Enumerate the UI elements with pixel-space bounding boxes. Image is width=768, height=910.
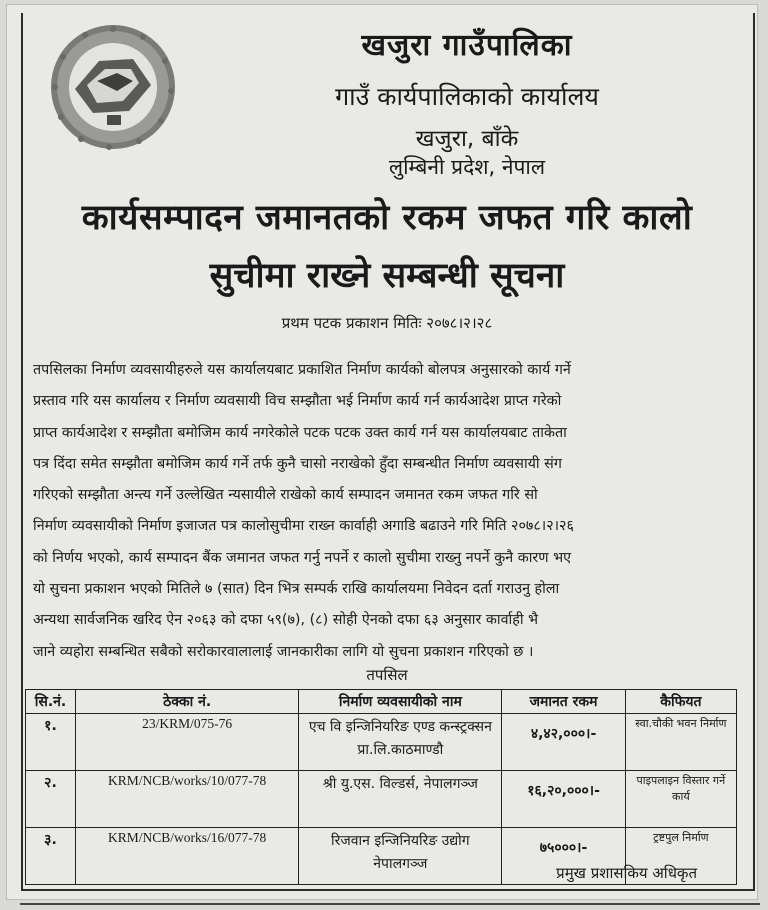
body-line: पत्र दिंदा समेत सम्झौता बमोजिम कार्य गर्ने तर्फ कुनै चासो नराखेको हुँदा सम्बन्धीत निर्माण व्यवसायी संग [33, 455, 562, 472]
cell-contract-no: KRM/NCB/works/10/077-78 [75, 771, 298, 828]
body-line: प्रस्ताव गरि यस कार्यालय र निर्माण व्यवसायी विच सम्झौता भई निर्माण कार्य गर्न कार्यआदेश प्राप्त गरेको [33, 393, 562, 410]
col-header-contractor-name: निर्माण व्यवसायीको नाम [299, 690, 502, 714]
cell-remarks: ट्रष्टपुल निर्माण [625, 828, 736, 885]
cell-contractor-name: श्री यु.एस. विल्डर्स, नेपालगञ्ज [299, 771, 502, 828]
cell-sn: १. [26, 714, 76, 771]
cell-amount: ७५०००।- [502, 828, 625, 885]
contractor-table [25, 689, 737, 885]
cell-contractor-name: एच वि इन्जिनियरिङ एण्ड कन्स्ट्रक्सन प्रा.लि.काठमाण्डौ [299, 714, 502, 771]
table-row [26, 771, 737, 828]
notice-title-line-1: कार्यसम्पादन जमानतको रकम जफत गरि कालो [81, 198, 693, 238]
body-line: गरिएको सम्झौता अन्त्य गर्ने उल्लेखित न्यसायीले राखेको कार्य सम्पादन जमानत रकम जफत गरि सो [33, 487, 538, 504]
body-line: यो सुचना प्रकाशन भएको मितिले ७ (सात) दिन भित्र सम्पर्क राखि कार्यालयमा निवेदन दर्ता गराउनु होला [33, 581, 560, 598]
signatory-title: प्रमुख प्रशासकिय अधिकृत [556, 864, 697, 882]
cell-contract-no: 23/KRM/075-76 [75, 714, 298, 771]
cell-amount: ४,४२,०००।- [502, 714, 625, 771]
body-line: प्राप्त कार्यआदेश र सम्झौता बमोजिम कार्य नगरेकोले पटक पटक उक्त कार्य गर्न यस कार्यालयबाट ताकेता [33, 424, 567, 441]
cell-amount: १६,२०,०००।- [502, 771, 625, 828]
col-header-contract-no: ठेक्का नं. [75, 690, 298, 714]
notice-body [33, 355, 747, 668]
notice-paper [6, 4, 758, 900]
table-row [26, 714, 737, 771]
cell-remarks: स्वा.चौकी भवन निर्माण [625, 714, 736, 771]
col-header-guarantee-amount: जमानत रकम [502, 690, 625, 714]
divider [20, 903, 760, 905]
body-line: को निर्णय भएको, कार्य सम्पादन बैंक जमानत जफत गर्नु नपर्ने र कालो सुचीमा राख्नु नपर्ने कुनै कारण भए [33, 549, 572, 566]
cell-sn: २. [26, 771, 76, 828]
body-line: अन्यथा सार्वजनिक खरिद ऐन २०६३ को दफा ५९(७), (८) सोही ऐनको दफा ६३ अनुसार कार्वाही भै [33, 612, 539, 629]
cell-contract-no: KRM/NCB/works/16/077-78 [75, 828, 298, 885]
office-address: खजुरा, बाँके [415, 126, 519, 152]
province-line: लुम्बिनी प्रदेश, नेपाल [388, 155, 546, 179]
cell-sn: ३. [26, 828, 76, 885]
notice-title-line-2: सुचीमा राख्ने सम्बन्धी सूचना [209, 256, 565, 296]
col-header-remarks: कैफियत [625, 690, 736, 714]
body-line: निर्माण व्यवसायीको निर्माण इजाजत पत्र कालोसुचीमा राख्न कार्वाही अगाडि बढाउने गरि मिति २०७८।२।२६ [33, 518, 574, 535]
municipality-emblem-icon [47, 19, 179, 155]
col-header-sn: सि.नं. [26, 690, 76, 714]
org-name: खजुरा गाउँपालिका [361, 28, 573, 63]
table-header-row [26, 690, 737, 714]
body-line: तपसिलका निर्माण व्यवसायीहरुले यस कार्यालयबाट प्रकाशित निर्माण कार्यको बोलपत्र अनुसारको कार्य गर्ने [33, 362, 571, 378]
cell-remarks: पाइपलाइन विस्तार गर्ने कार्य [625, 771, 736, 828]
body-line: जाने व्यहोरा सम्बन्धित सबैको सरोकारवालालाई जानकारीका लागि यो सुचना प्रकाशन गरिएको छ । [33, 643, 534, 660]
office-name: गाउँ कार्यपालिकाको कार्यालय [335, 82, 599, 111]
cell-contractor-name: रिजवान इन्जिनियरिङ उद्योग नेपालगञ्ज [299, 828, 502, 885]
publication-date: प्रथम पटक प्रकाशन मितिः २०७८।२।२८ [281, 314, 493, 332]
schedule-heading: तपसिल [366, 666, 408, 684]
